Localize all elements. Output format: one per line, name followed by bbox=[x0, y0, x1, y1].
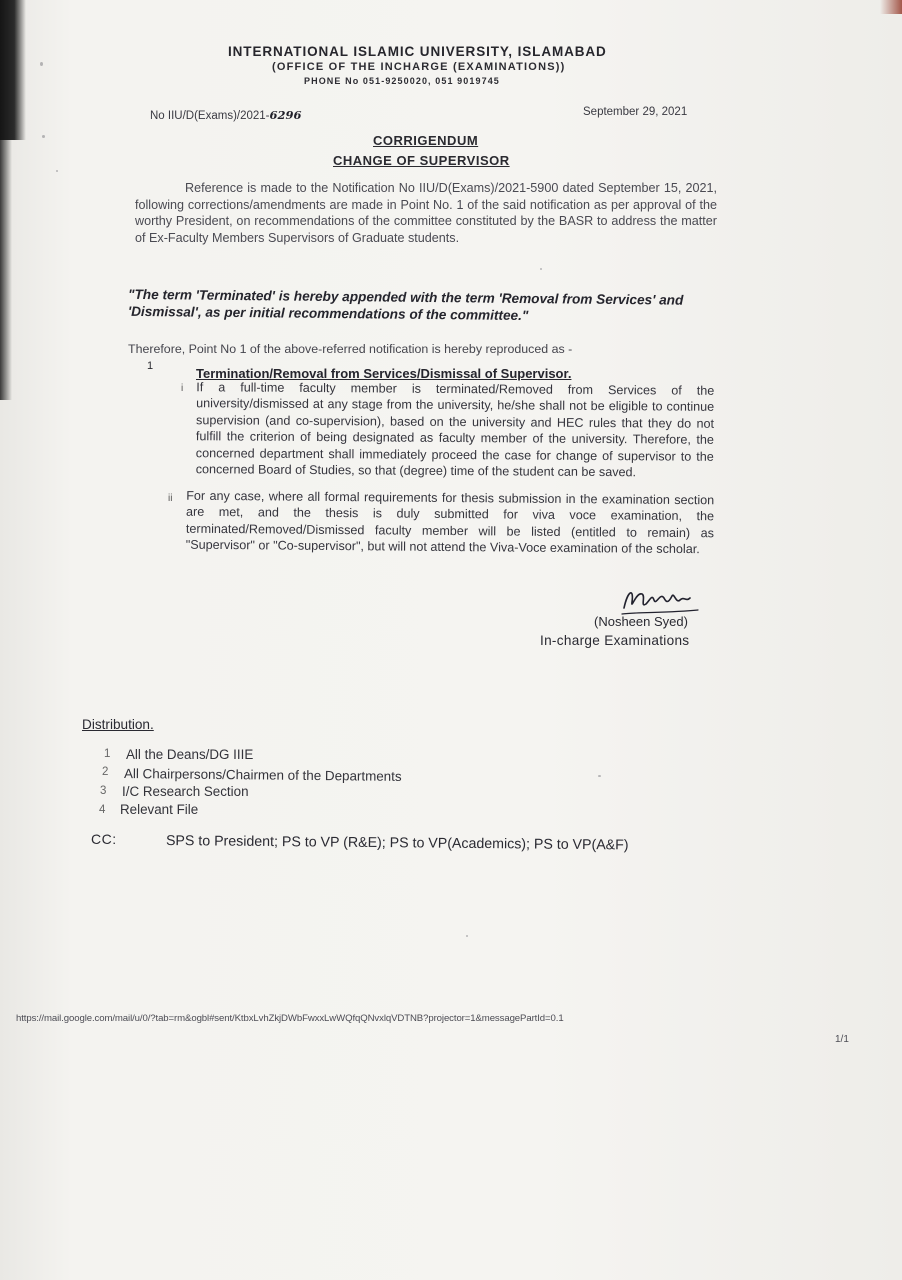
distribution-item-number: 3 bbox=[100, 785, 107, 797]
sub-item-text: For any case, where all formal requirements for thesis submission in the examination section are met, and the thesis is duly submitted for viva voce examination, the terminated/Removed/Dismissed faculty member will be listed (entitled to remain) as "Supervisor" or "Co-supervisor", but will not attend the Viva-Voce examination of the scholar. bbox=[185, 488, 715, 557]
distribution-item: Relevant File bbox=[120, 802, 199, 817]
sub-item-marker: ii bbox=[168, 493, 173, 504]
cc-label: CC: bbox=[91, 831, 117, 847]
intro-paragraph: Reference is made to the Notification No IIU/D(Exams)/2021-5900 dated September 15, 2021, following corrections/amendments are made in Point No. 1 of the said notification as per approval of the worthy President, on recommendations of the committee constituted by the BASR to address the matter of Ex-Faculty Members Supervisors of Graduate students. bbox=[135, 181, 717, 245]
distribution-item-number: 2 bbox=[102, 766, 109, 778]
distribution-item-number: 1 bbox=[104, 748, 111, 760]
distribution-item: All Chairpersons/Chairmen of the Departments bbox=[123, 766, 402, 784]
document-title: CORRIGENDUM bbox=[373, 133, 479, 148]
office-phone: PHONE No 051-9250020, 051 9019745 bbox=[304, 76, 500, 86]
distribution-item: All the Deans/DG IIIE bbox=[126, 747, 254, 762]
distribution-item: I/C Research Section bbox=[122, 784, 249, 799]
signatory-name: (Nosheen Syed) bbox=[594, 614, 688, 629]
sub-item-text: If a full-time faculty member is terminated/Removed from Services of the university/dismissed at any stage from the university, he/she shall not be eligible to continue supervision (and co-supervision), based on the university and HEC rules that they do not fulfill the criterion of being designated as faculty member of the university. Therefore, the concerned department shall immediately proceed the case for change of supervisor to the concerned Board of Studies, so that (degree) time of the student can be saved. bbox=[195, 380, 715, 480]
print-footer-url: https://mail.google.com/mail/u/0/?tab=rm&ogbl#sent/KtbxLvhZkjDWbFwxxLwWQfqQNvxlqVDTNB?projector=1&messagePartId=0.1 bbox=[16, 1013, 564, 1024]
university-name: INTERNATIONAL ISLAMIC UNIVERSITY, ISLAMABAD bbox=[228, 44, 607, 59]
point-title: Termination/Removal from Services/Dismissal of Supervisor. bbox=[196, 366, 572, 381]
page-number: 1/1 bbox=[835, 1034, 849, 1045]
reference-number bbox=[150, 108, 302, 122]
point-number: 1 bbox=[147, 360, 154, 372]
scan-shadow-left-lower bbox=[0, 140, 12, 400]
scan-shadow-left bbox=[0, 0, 26, 140]
document-subtitle: CHANGE OF SUPERVISOR bbox=[333, 153, 510, 168]
reference-handwritten-number: 6296 bbox=[269, 108, 302, 122]
amendment-quote: "The term 'Terminated' is hereby appended with the term 'Removal from Services' and 'Dismissal', as per initial recommendations of the committee." bbox=[127, 286, 684, 324]
reference-prefix: No IIU/D(Exams)/2021- bbox=[150, 110, 270, 122]
office-name: (OFFICE OF THE INCHARGE (EXAMINATIONS)) bbox=[272, 61, 566, 73]
sub-item-marker: i bbox=[181, 383, 184, 394]
cc-recipients: SPS to President; PS to VP (R&E); PS to VP(Academics); PS to VP(A&F) bbox=[165, 833, 629, 854]
therefore-line: Therefore, Point No 1 of the above-referred notification is hereby reproduced as - bbox=[128, 342, 573, 356]
document-date: September 29, 2021 bbox=[583, 106, 688, 118]
signatory-designation: In-charge Examinations bbox=[540, 633, 690, 648]
scan-edge-right bbox=[880, 0, 902, 14]
distribution-heading: Distribution. bbox=[82, 717, 154, 732]
distribution-item-number: 4 bbox=[99, 804, 106, 816]
